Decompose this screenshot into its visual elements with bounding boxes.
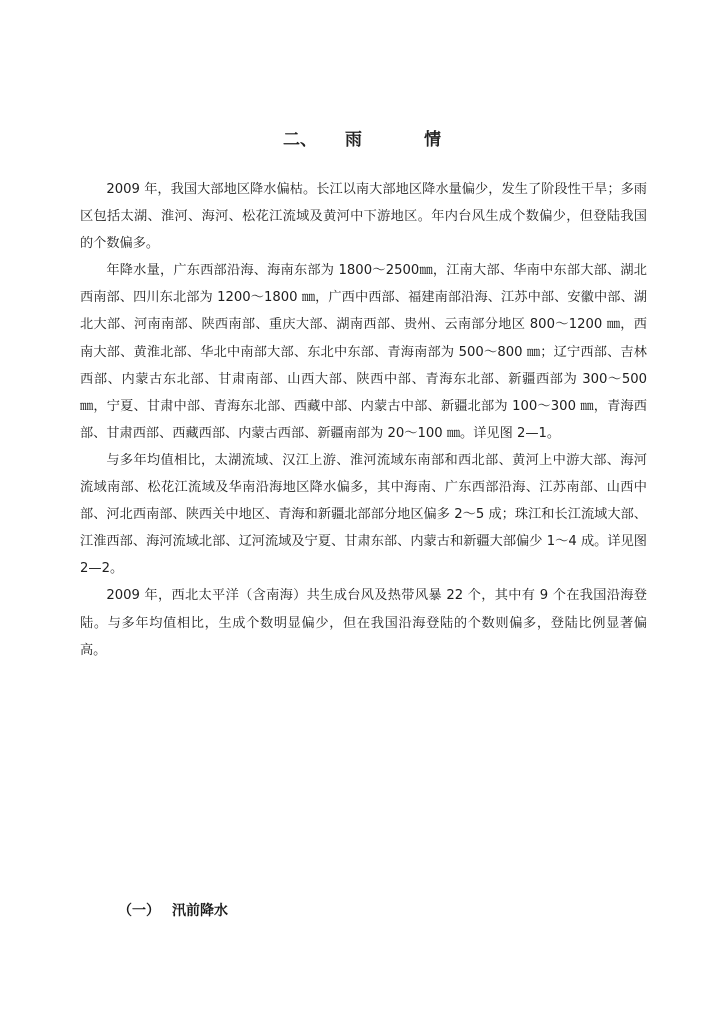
section-title: 汛前降水	[172, 903, 228, 919]
section-number: （一）	[118, 903, 160, 919]
section-heading	[118, 900, 228, 920]
title-part-3: 情	[424, 130, 441, 150]
paragraph-1: 2009 年，我国大部地区降水偏枯。长江以南大部地区降水量偏少，发生了阶段性干旱；多雨区包括太湖、淮河、海河、松花江流域及黄河中下游地区。年内台风生成个数偏少，但登陆我国的个数偏多。	[80, 182, 647, 252]
body-text	[80, 176, 647, 664]
paragraph-2: 年降水量，广东西部沿海、海南东部为 1800～2500㎜，江南大部、华南中东部大部、湖北西南部、四川东北部为 1200～1800 ㎜，广西中西部、福建南部沿海、江苏中部、安徽中部、湖北大部、河南南部、陕西南部、重庆大部、湖南西部、贵州、云南部分地区 800～1200 ㎜，西南大部、黄淮北部、华北中南部大部、东北中东部、青海南部为 500～800 ㎜；辽宁西部、吉林西部、内蒙古东北部、甘肃南部、山西大部、陕西中部、青海东北部、新疆西部为 300～500 ㎜，宁夏、甘肃中部、青海东北部、西藏中部、内蒙古中部、新疆北部为 100～300 ㎜，青海西部、甘肃西部、西藏西部、内蒙古西部、新疆南部为 20～100 ㎜。详见图 2—1。	[80, 263, 647, 441]
paragraph-4: 2009 年，西北太平洋（含南海）共生成台风及热带风暴 22 个，其中有 9 个在我国沿海登陆。与多年均值相比，生成个数明显偏少，但在我国沿海登陆的个数则偏多，登陆比例显著偏高。	[80, 588, 647, 658]
page-title	[0, 125, 724, 150]
title-part-1: 二、	[283, 130, 317, 150]
paragraph-3: 与多年均值相比，太湖流域、汉江上游、淮河流域东南部和西北部、黄河上中游大部、海河流域南部、松花江流域及华南沿海地区降水偏多，其中海南、广东西部沿海、江苏南部、山西中部、河北西南部、陕西关中地区、青海和新疆北部部分地区偏多 2～5 成；珠江和长江流域大部、江淮西部、海河流域北部、辽河流域及宁夏、甘肃东部、内蒙古和新疆大部偏少 1～4 成。详见图 2—2。	[80, 452, 647, 577]
title-part-2: 雨	[345, 130, 362, 150]
